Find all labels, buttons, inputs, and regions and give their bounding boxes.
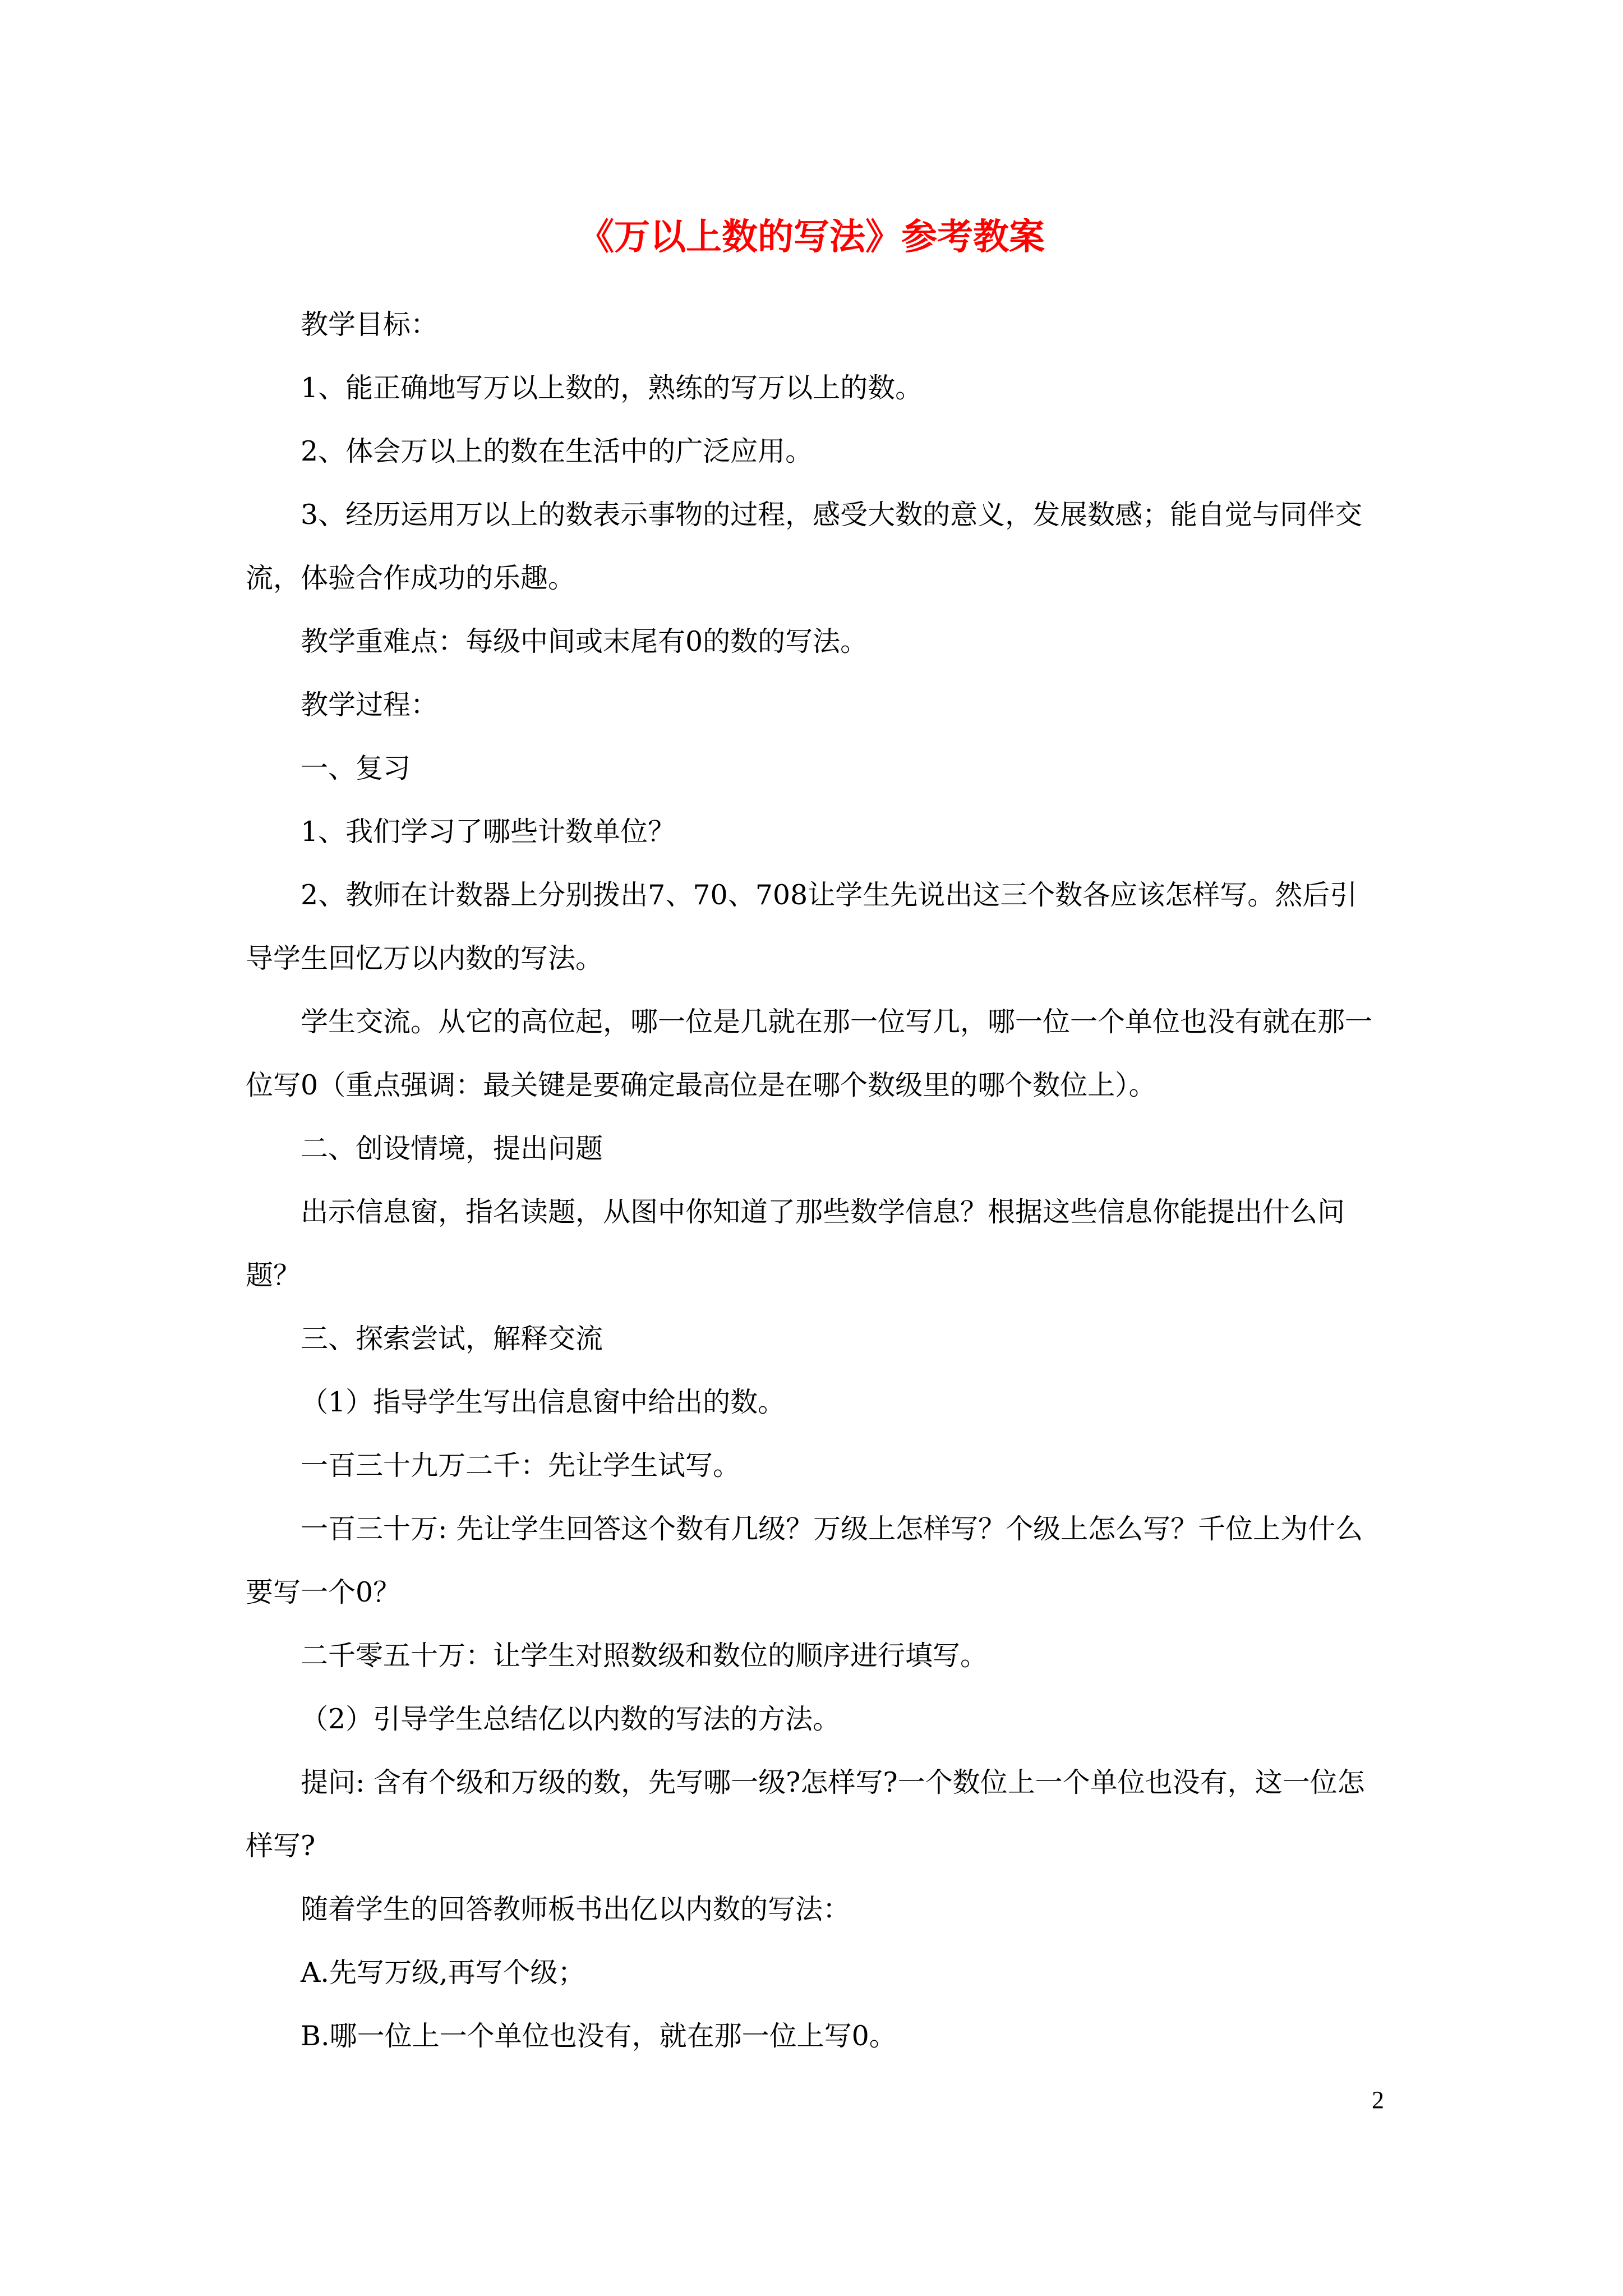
section-heading-explore: 三、探索尝试，解释交流: [301, 1323, 603, 1355]
paragraph-info-window: 出示信息窗，指名读题，从图中你知道了那些数学信息？根据这些信息你能提出什么问题？: [246, 1196, 1345, 1291]
paragraph-objectives-heading: 教学目标：: [301, 309, 439, 341]
paragraph-example-2: 一百三十万: 先让学生回答这个数有几级？万级上怎样写？个级上怎么写？千位上为什么要写一个0？: [246, 1513, 1363, 1608]
paragraph-question: 提问: 含有个级和万级的数，先写哪一级?怎样写?一个数位上一个单位也没有，这一位怎样写?: [246, 1766, 1365, 1862]
paragraph-key-difficulty: 教学重难点：每级中间或末尾有0的数的写法。: [301, 625, 868, 657]
paragraph-example-3: 二千零五十万：让学生对照数级和数位的顺序进行填写。: [301, 1640, 988, 1672]
paragraph-objective-1: 1、能正确地写万以上数的，熟练的写万以上的数。: [301, 372, 923, 404]
page-number: 2: [1372, 2086, 1384, 2114]
paragraph-objective-3: 3、经历运用万以上的数表示事物的过程，感受大数的意义，发展数感；能自觉与同伴交流，体验合作成功的乐趣。: [246, 499, 1363, 594]
paragraph-process-heading: 教学过程：: [301, 689, 439, 721]
paragraph-step-2: （2）引导学生总结亿以内数的写法的方法。: [301, 1703, 841, 1735]
section-heading-review: 一、复习: [301, 752, 411, 784]
paragraph-rule-b: B.哪一位上一个单位也没有，就在那一位上写0。: [301, 2020, 897, 2052]
paragraph-review-1: 1、我们学习了哪些计数单位？: [301, 816, 676, 848]
paragraph-objective-2: 2、体会万以上的数在生活中的广泛应用。: [301, 435, 813, 467]
paragraph-example-1: 一百三十九万二千：先让学生试写。: [301, 1450, 741, 1481]
paragraph-review-2: 2、教师在计数器上分别拨出7、70、708让学生先说出这三个数各应该怎样写。然后引导学生回忆万以内数的写法。: [246, 879, 1358, 974]
paragraph-step-1: （1）指导学生写出信息窗中给出的数。: [301, 1386, 786, 1418]
section-heading-scenario: 二、创设情境，提出问题: [301, 1133, 603, 1165]
document-title: 《万以上数的写法》参考教案: [578, 216, 1045, 258]
document-body: [246, 293, 1384, 2068]
paragraph-board-writing: 随着学生的回答教师板书出亿以内数的写法：: [301, 1893, 851, 1925]
paragraph-student-exchange: 学生交流。从它的高位起，哪一位是几就在那一位写几，哪一位一个单位也没有就在那一位写0（重点强调：最关键是要确定最高位是在哪个数级里的哪个数位上）。: [246, 1006, 1373, 1101]
paragraph-rule-a: A.先写万级,再写个级；: [301, 1957, 585, 1989]
